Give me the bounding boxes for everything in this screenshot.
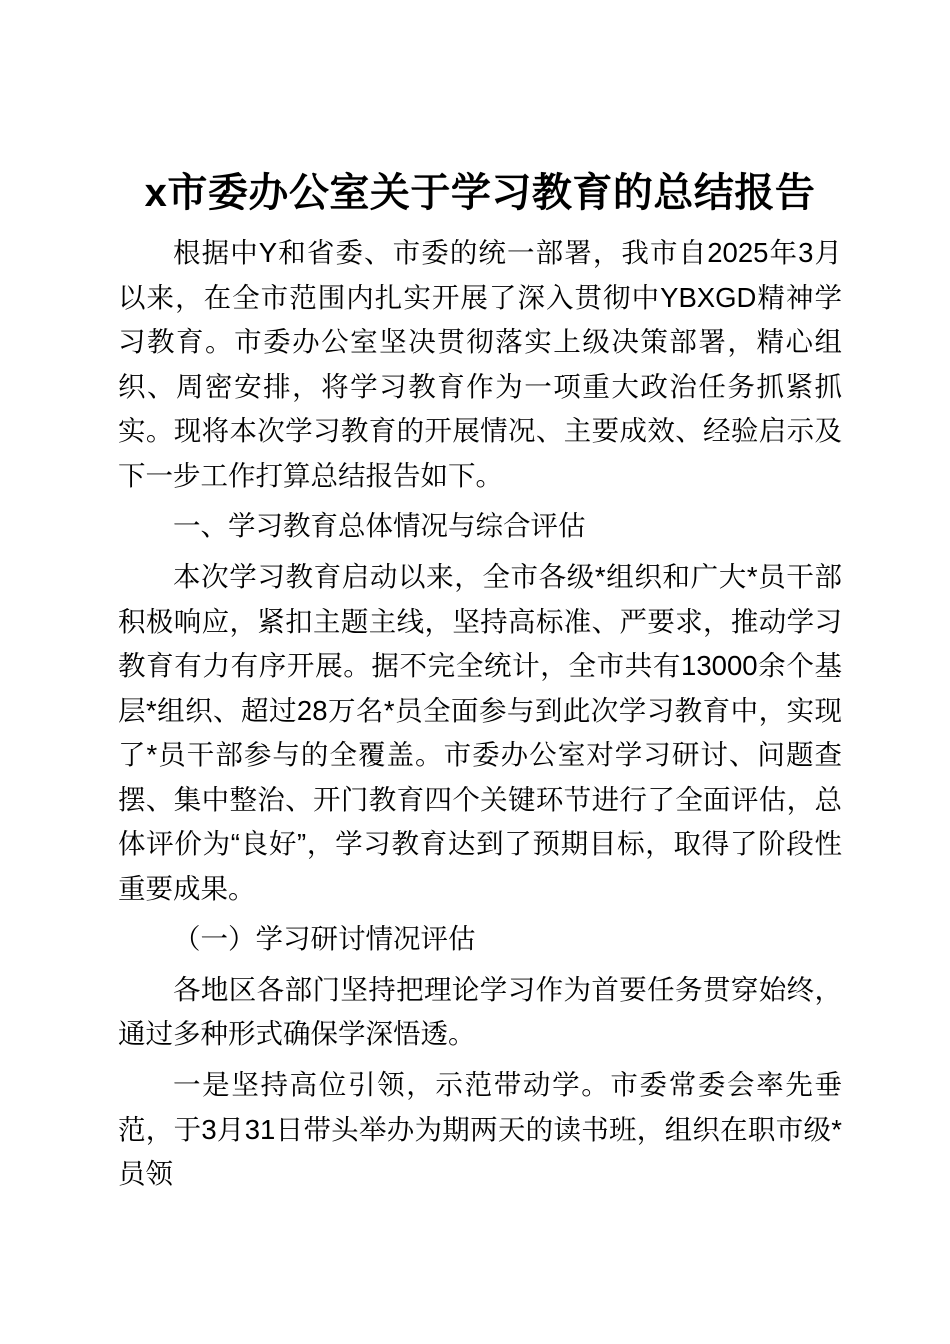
heading-subsection-one: （一）学习研讨情况评估 (173, 923, 476, 955)
paragraph-subsection-one-body: 各地区各部门坚持把理论学习作为首要任务贯穿始终，通过多种形式确保学深悟透。 (118, 973, 842, 1050)
heading-section-one: 一、学习教育总体情况与综合评估 (173, 510, 586, 542)
paragraph-point-one: 一是坚持高位引领，示范带动学。市委常委会率先垂范，于3月31日带头举办为期两天的读书班，组织在职市级*员领 (118, 1069, 842, 1190)
paragraph-intro: 根据中Y和省委、市委的统一部署，我市自2025年3月以来，在全市范围内扎实开展了深入贯彻中YBXGD精神学习教育。市委办公室坚决贯彻落实上级决策部署，精心组织、周密安排，将学习教育作为一项重大政治任务抓紧抓实。现将本次学习教育的开展情况、主要成效、经验启示及下一步工作打算总结报告如下。 (118, 237, 842, 491)
paragraph-section-one-body: 本次学习教育启动以来，全市各级*组织和广大*员干部积极响应，紧扣主题主线，坚持高标准、严要求，推动学习教育有力有序开展。据不完全统计，全市共有13000余个基层*组织、超过28万名*员全面参与到此次学习教育中，实现了*员干部参与的全覆盖。市委办公室对学习研讨、问题查摆、集中整治、开门教育四个关键环节进行了全面评估，总体评价为“良好”，学习教育达到了预期目标，取得了阶段性重要成果。 (118, 561, 842, 904)
document-title: x市委办公室关于学习教育的总结报告 (144, 171, 816, 215)
